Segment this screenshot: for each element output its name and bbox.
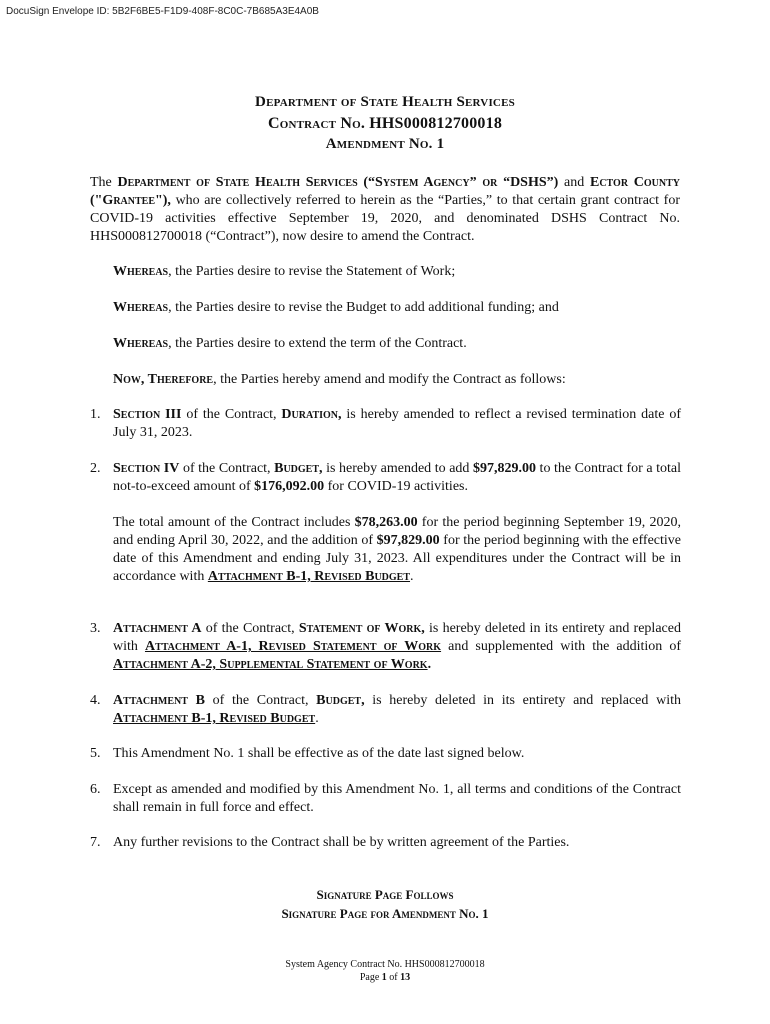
heading-amendment: Amendment No. 1 <box>325 136 445 152</box>
footer-contract-number: System Agency Contract No. HHS000812700018 <box>285 959 485 970</box>
list-item-5: 5. This Amendment No. 1 shall be effective as of the date last signed below. <box>90 746 525 761</box>
list-item-2: 2. Section IV of the Contract, Budget, is hereby amended to add $97,829.00 to the Contract for a total not-to-exceed amount of $176,092.00 for COVID-19 activities. <box>90 461 681 494</box>
list-item-6: 6. Except as amended and modified by this Amendment No. 1, all terms and conditions of the Contract shall remain in full force and effect. <box>90 782 681 815</box>
page-footer <box>0 958 770 984</box>
now-therefore-clause: Now, Therefore, the Parties hereby amend and modify the Contract as follows: <box>113 372 566 387</box>
docusign-envelope-id: DocuSign Envelope ID: 5B2F6BE5-F1D9-408F-8C0C-7B685A3E4A0B <box>6 6 319 17</box>
heading-department: Department of State Health Services <box>255 94 515 110</box>
list-item-7: 7. Any further revisions to the Contract shall be by written agreement of the Parties. <box>90 835 570 850</box>
grantee-name: Ector County ("Grantee"), <box>90 175 681 208</box>
whereas-clause-2: Whereas, the Parties desire to revise the Budget to add additional funding; and <box>113 300 559 315</box>
attachment-b1-reference: Attachment B-1, Revised Budget <box>113 711 316 726</box>
whereas-clause-3: Whereas, the Parties desire to extend the term of the Contract. <box>113 336 467 351</box>
page-number: Page 1 of 13 <box>359 972 411 983</box>
signature-page-follows: Signature Page Follows <box>316 887 454 902</box>
signature-page-title: Signature Page for Amendment No. 1 <box>281 906 489 921</box>
attachment-a1-reference: Attachment A-1, Revised Statement of Work <box>144 639 442 654</box>
attachment-b1-reference: Attachment B-1, Revised Budget <box>207 569 411 584</box>
list-item-3: 3. Attachment A of the Contract, Statement of Work, is hereby deleted in its entirety and replaced with Attachment A-1, Revised Statement of Work and supplemented with the addition of Attachment A-2, Supplemental Statement of Work. <box>90 621 682 672</box>
intro-paragraph: The Department of State Health Services (“System Agency” or “DSHS”) and Ector County ("Grantee"), who are collectively referred to herein as the “Parties,” to that certain grant contract for COVID-19 activities effective September 19, 2020, and denominated DSHS Contract No. HHS000812700018 (“Contract”), now desire to amend the Contract. <box>90 175 681 244</box>
document-heading <box>0 92 770 155</box>
list-item-4: 4. Attachment B of the Contract, Budget, is hereby deleted in its entirety and replaced with Attachment B-1, Revised Budget. <box>90 693 681 726</box>
list-item-2-paragraph: The total amount of the Contract includes $78,263.00 for the period beginning September 19, 2020, and ending April 30, 2022, and the addition of $97,829.00 for the period beginning with the effective date of this Amendment and ending July 31, 2023. All expenditures under the Contract will be in accordance with Attachment B-1, Revised Budget. <box>113 515 681 584</box>
attachment-a2-reference: Attachment A-2, Supplemental Statement of Work <box>113 657 428 672</box>
heading-contract-number: Contract No. HHS000812700018 <box>267 115 503 132</box>
whereas-clause-1: Whereas, the Parties desire to revise the Statement of Work; <box>113 264 456 279</box>
list-item-1: 1. Section III of the Contract, Duration, is hereby amended to reflect a revised termination date of July 31, 2023. <box>90 407 681 440</box>
agency-name: Department of State Health Services (“System Agency” or “DSHS”) <box>117 175 559 190</box>
